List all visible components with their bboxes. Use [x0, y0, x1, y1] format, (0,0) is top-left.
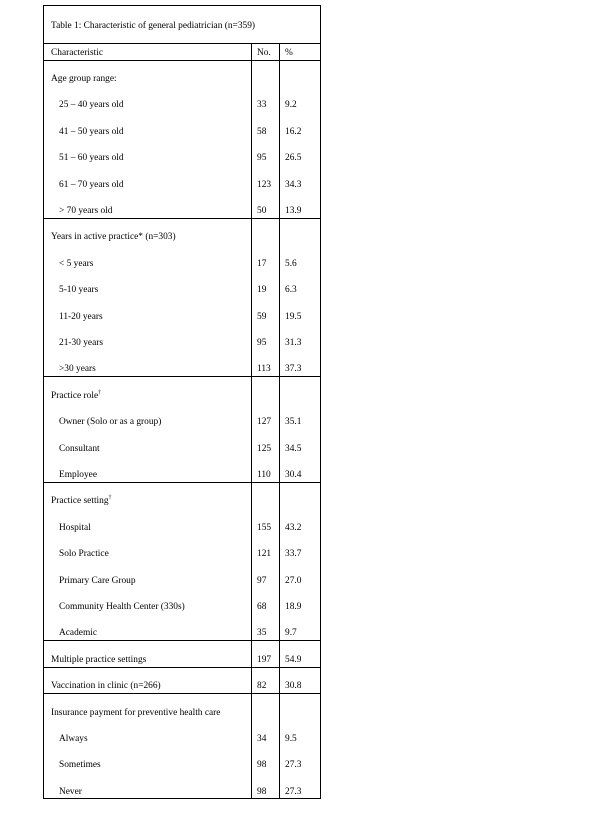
table-row-percent: 5.6	[285, 258, 297, 269]
table-row-percent: 9.5	[285, 734, 297, 744]
table-row-label: 25 – 40 years old	[59, 100, 124, 111]
table-row-percent: 27.0	[285, 575, 302, 586]
table-row-label: 21-30 years	[59, 338, 103, 348]
section-divider	[44, 482, 320, 483]
table-row-label: Consultant	[59, 443, 100, 454]
table-row-percent: 9.2	[285, 100, 297, 111]
table-row-count: 127	[257, 417, 272, 428]
table-row-label: Hospital	[59, 522, 91, 533]
table-row-count: 58	[257, 126, 267, 137]
column-header-characteristic: Characteristic	[51, 48, 104, 58]
table-row-label: Community Health Center (330s)	[59, 602, 185, 612]
section-count: 197	[257, 654, 272, 665]
section-heading: Vaccination in clinic (n=266)	[51, 681, 161, 692]
table-row-label: Owner (Solo or as a group)	[59, 417, 162, 428]
section-percent: 54.9	[285, 654, 302, 665]
characteristics-table	[43, 5, 321, 799]
table-row-label: Employee	[59, 470, 98, 480]
column-divider-no	[251, 43, 252, 798]
table-row-count: 17	[257, 258, 267, 269]
section-divider	[44, 693, 320, 694]
table-row-count: 98	[257, 760, 267, 771]
table-row-label: >30 years	[59, 364, 96, 375]
table-row-label: 61 – 70 years old	[59, 179, 124, 190]
table-row-label: 5-10 years	[59, 285, 99, 296]
table-row-percent: 27.3	[285, 760, 302, 771]
table-row-count: 59	[257, 311, 267, 322]
table-row-label: 41 – 50 years old	[59, 126, 124, 137]
section-divider	[44, 218, 320, 219]
table-row-percent: 31.3	[285, 338, 302, 348]
table-row-count: 35	[257, 628, 267, 639]
table-row-percent: 35.1	[285, 417, 302, 428]
table-row-label: Always	[59, 734, 88, 744]
table-row-label: > 70 years old	[59, 206, 113, 216]
section-heading: Practice role†	[51, 389, 102, 401]
section-count: 82	[257, 681, 267, 692]
table-row-percent: 16.2	[285, 126, 302, 137]
section-divider	[44, 640, 320, 641]
table-row-count: 121	[257, 549, 272, 560]
table-row-label: Academic	[59, 628, 97, 639]
table-row-label: Solo Practice	[59, 549, 109, 560]
section-divider	[44, 667, 320, 668]
table-row-count: 33	[257, 100, 267, 111]
section-heading: Years in active practice* (n=303)	[51, 232, 176, 243]
footnote-marker: †	[98, 389, 102, 396]
table-row-percent: 26.5	[285, 153, 302, 164]
table-row-count: 68	[257, 602, 267, 612]
table-row-count: 123	[257, 179, 272, 190]
table-title: Table 1: Characteristic of general pediatrician (n=359)	[51, 21, 256, 31]
table-row-count: 95	[257, 153, 267, 164]
table-row-percent: 19.5	[285, 311, 302, 322]
table-row-percent: 30.4	[285, 470, 302, 480]
table-row-percent: 34.3	[285, 179, 302, 190]
column-header-pct: %	[285, 48, 293, 58]
section-heading: Age group range:	[51, 74, 117, 84]
table-row-count: 155	[257, 522, 272, 533]
table-row-percent: 34.5	[285, 443, 302, 454]
table-row-count: 110	[257, 470, 271, 480]
table-row-count: 50	[257, 206, 267, 216]
column-header-no: No.	[257, 48, 271, 58]
section-heading: Multiple practice settings	[51, 654, 147, 665]
table-row-count: 125	[257, 443, 272, 454]
section-percent: 30.8	[285, 681, 302, 692]
table-row-percent: 13.9	[285, 206, 302, 216]
table-row-percent: 33.7	[285, 549, 302, 560]
table-row-percent: 18.9	[285, 602, 302, 612]
table-row-percent: 43.2	[285, 522, 302, 533]
table-row-label: 11-20 years	[59, 311, 103, 322]
table-row-count: 19	[257, 285, 267, 296]
column-divider-pct	[279, 43, 280, 798]
table-row-percent: 6.3	[285, 285, 297, 296]
table-row-percent: 37.3	[285, 364, 302, 375]
footnote-marker: †	[108, 495, 112, 502]
section-heading: Practice setting†	[51, 495, 112, 507]
section-divider	[44, 376, 320, 377]
table-row-count: 97	[257, 575, 267, 586]
section-heading: Insurance payment for preventive health care	[51, 707, 221, 718]
table-row-percent: 27.3	[285, 786, 302, 797]
table-row-count: 95	[257, 338, 267, 348]
table-row-percent: 9.7	[285, 628, 297, 639]
table-row-label: Never	[59, 786, 82, 797]
table-row-label: 51 – 60 years old	[59, 153, 124, 164]
table-row-count: 113	[257, 364, 271, 375]
table-row-count: 98	[257, 786, 267, 797]
table-row-label: Primary Care Group	[59, 575, 136, 586]
table-row-label: < 5 years	[59, 258, 94, 269]
table-row-count: 34	[257, 734, 267, 744]
table-row-label: Sometimes	[59, 760, 101, 771]
